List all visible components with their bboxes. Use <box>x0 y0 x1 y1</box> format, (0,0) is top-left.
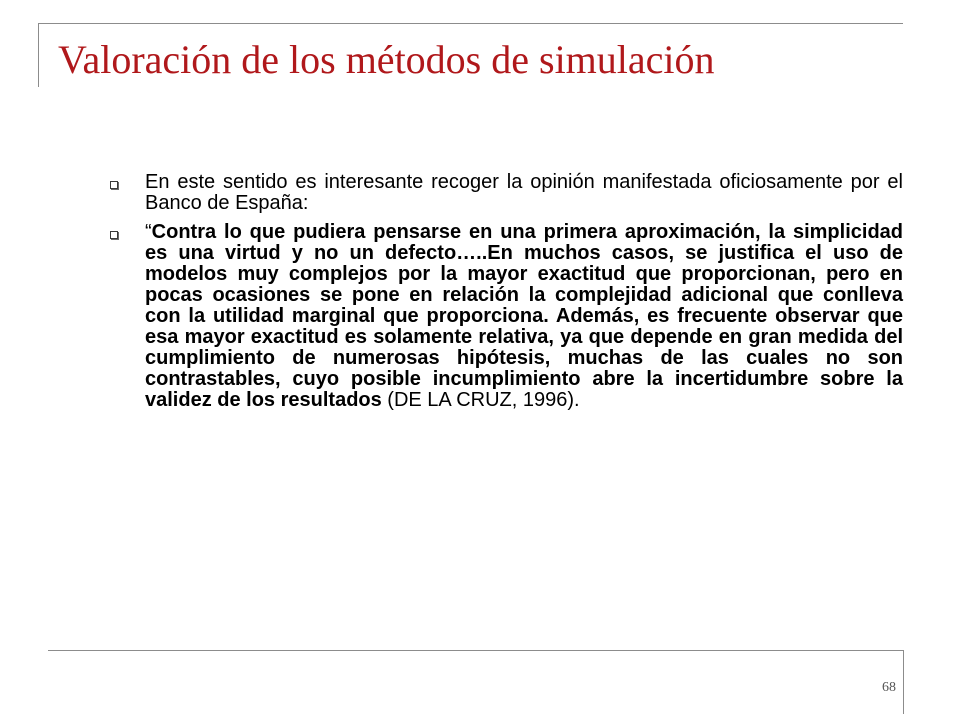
right-divider <box>903 650 904 714</box>
quote-body: Contra lo que pudiera pensarse en una primera aproximación, la simplicidad es una virtud y no un defecto…..En muchos casos, se justifica el uso de modelos muy complejos por la mayor exactitud que proporcionan, pero en pocas ocasiones se pone en relación la complejidad adicional que conlleva con la utilidad marginal que proporciona. Además, es frecuente observar que esa mayor exactitud es solamente relativa, ya que depende en gran medida del cumplimiento de numerosas hipótesis, muchas de las cuales no son contrastables, cuyo posible incumplimiento abre la incertidumbre sobre la validez de los resultados <box>145 221 903 411</box>
quote-text <box>145 222 903 411</box>
bullet-item <box>0 172 960 214</box>
top-divider <box>38 23 903 24</box>
bullet-list <box>0 172 960 419</box>
bottom-divider <box>48 650 903 651</box>
quote-citation: (DE LA CRUZ, 1996). <box>381 389 580 411</box>
square-bullet-icon <box>110 181 118 189</box>
quote-open-mark: “ <box>145 221 152 243</box>
left-divider <box>38 23 39 87</box>
page-number: 68 <box>882 680 896 695</box>
bullet-item <box>0 222 960 411</box>
square-bullet-icon <box>110 231 118 239</box>
slide-title: Valoración de los métodos de simulación <box>58 37 715 82</box>
bullet-text: En este sentido es interesante recoger la opinión manifestada oficiosamente por el Banco de España: <box>145 171 903 214</box>
